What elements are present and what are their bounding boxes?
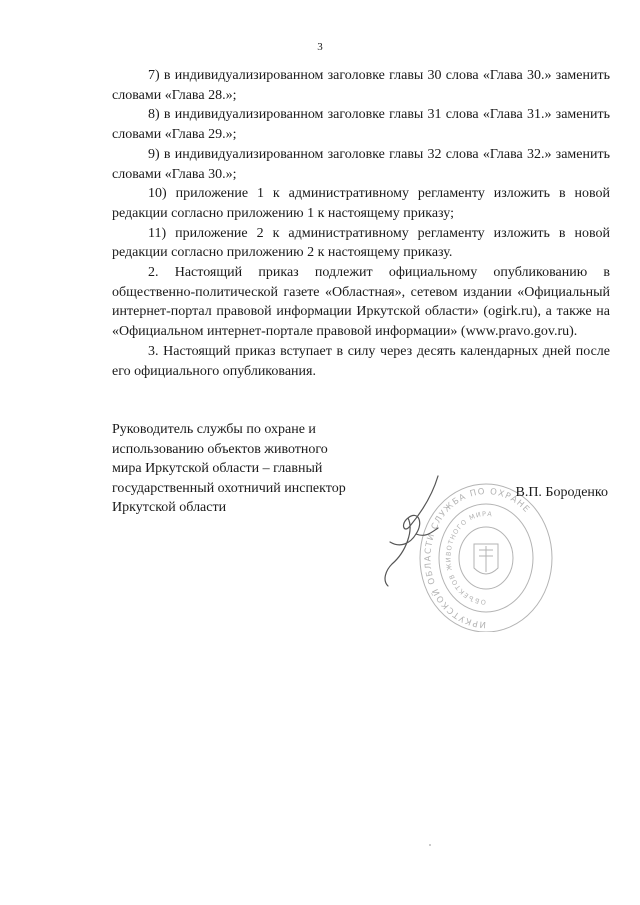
- amendment-item-8: 8) в индивидуализированном заголовке главы 31 слова «Глава 31.» заменить словами «Глава 29.»;: [112, 107, 610, 143]
- effective-date-clause: 3. Настоящий приказ вступает в силу через десять календарных дней после его официального опубликования.: [112, 343, 610, 379]
- document-body: [112, 66, 610, 381]
- amendment-item-7: 7) в индивидуализированном заголовке главы 30 слова «Глава 30.» заменить словами «Глава 28.»;: [112, 68, 610, 103]
- signer-position-line: Иркутской области: [112, 500, 227, 515]
- seal-outer-text: ИРКУТСКОЙ ОБЛАСТИ СЛУЖБА ПО ОХРАНЕ: [423, 486, 532, 630]
- signer-name: В.П. Бороденко: [515, 485, 608, 500]
- coat-of-arms-emblem: [474, 544, 498, 574]
- signer-position-line: мира Иркутской области – главный: [112, 461, 323, 476]
- signer-position-line: Руководитель службы по охране и: [112, 422, 316, 437]
- signer-position-line: использованию объектов животного: [112, 441, 328, 457]
- seal-inner-text: ОБЪЕКТОВ ЖИВОТНОГО МИРА: [444, 509, 494, 607]
- signer-position-line: государственный охотничий инспектор: [112, 480, 346, 496]
- amendment-item-11: 11) приложение 2 к административному регламенту изложить в новой редакции согласно приложению 2 к настоящему приказу.: [112, 225, 610, 261]
- publication-clause: 2. Настоящий приказ подлежит официальному опубликованию в общественно-политической газете «Областная», сетевом издании «Официальный интернет-портал правовой информации Иркутской области» (ogirk.ru), а также на «Официальном интернет-портале правовой информации» (www.pravo.gov.ru).: [112, 265, 610, 340]
- scan-artifact-dot: [429, 844, 431, 846]
- amendment-item-9: 9) в индивидуализированном заголовке главы 32 слова «Глава 32.» заменить словами «Глава 30.»;: [112, 146, 610, 182]
- page-number: 3: [317, 41, 323, 53]
- amendment-item-10: 10) приложение 1 к административному регламенту изложить в новой редакции согласно приложению 1 к настоящему приказу;: [112, 186, 610, 221]
